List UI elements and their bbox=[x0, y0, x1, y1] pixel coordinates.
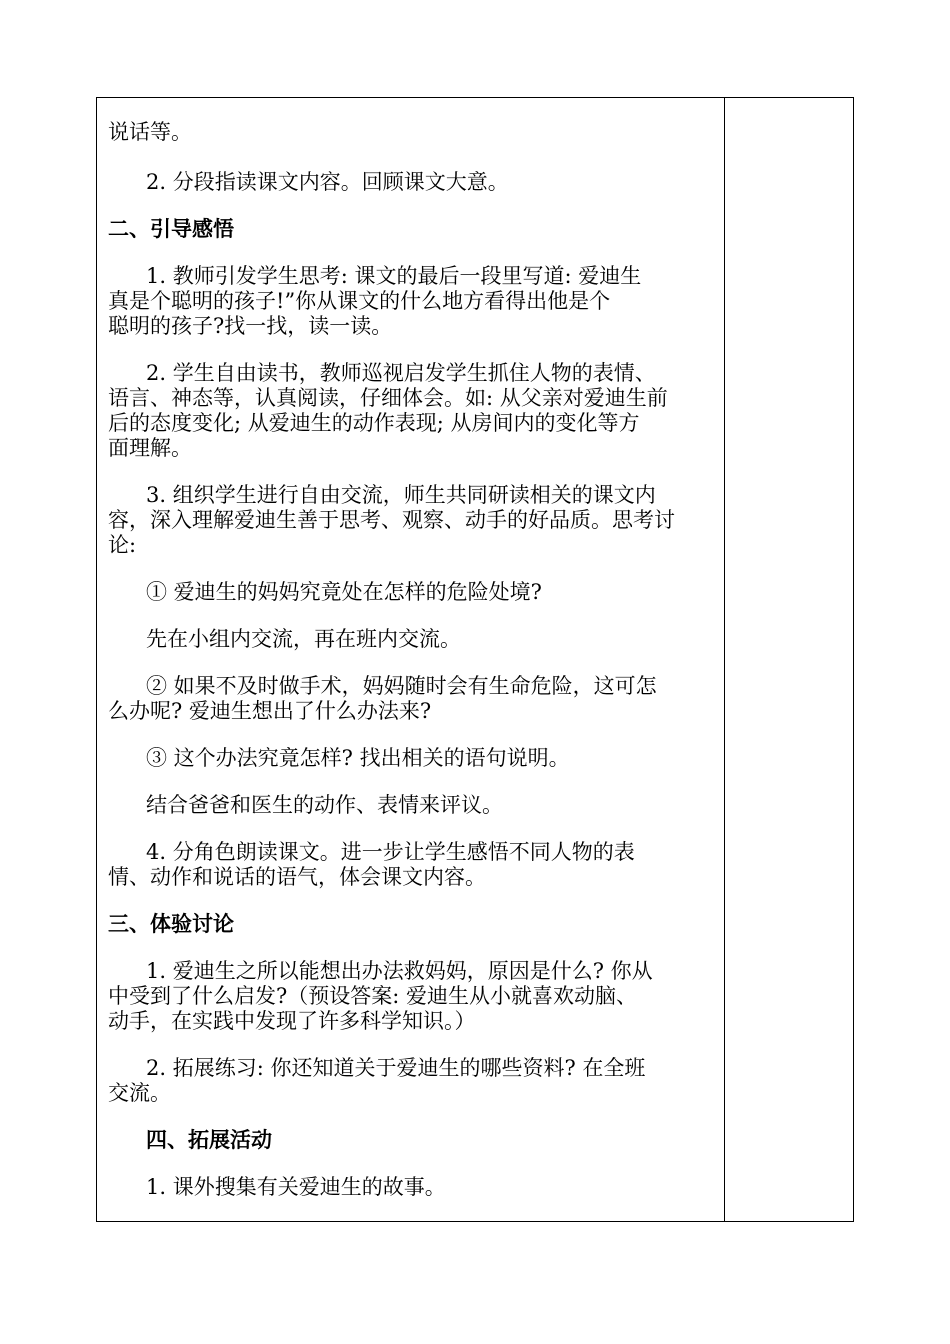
text-line: 中受到了什么启发?（预设答案: 爱迪生从小就喜欢动脑、 bbox=[108, 984, 638, 1008]
text-line: 聪明的孩子?找一找，读一读。 bbox=[108, 314, 393, 338]
text-line: 面理解。 bbox=[108, 436, 192, 460]
text-line: 1. 爱迪生之所以能想出办法救妈妈，原因是什么? 你从 bbox=[146, 959, 653, 983]
text-line: 情、动作和说话的语气，体会课文内容。 bbox=[108, 865, 486, 889]
text-line: 2. 学生自由读书，教师巡视启发学生抓住人物的表情、 bbox=[146, 361, 656, 385]
text-line: 1. 教师引发学生思考: 课文的最后一段里写道: 爱迪生 bbox=[146, 264, 642, 288]
lesson-table bbox=[96, 97, 854, 1222]
text-line: 语言、神态等，认真阅读，仔细体会。如: 从父亲对爱迪生前 bbox=[108, 386, 668, 410]
text-line: 容，深入理解爱迪生善于思考、观察、动手的好品质。思考讨 bbox=[108, 508, 675, 532]
section-heading: 二、引导感悟 bbox=[108, 216, 234, 241]
text-line: 交流。 bbox=[108, 1081, 171, 1105]
text-line: 3. 组织学生进行自由交流，师生共同研读相关的课文内 bbox=[146, 483, 656, 507]
text-line: ② 如果不及时做手术，妈妈随时会有生命危险，这可怎 bbox=[146, 674, 657, 698]
text-line: 论: bbox=[108, 533, 137, 557]
text-line: 结合爸爸和医生的动作、表情来评议。 bbox=[146, 793, 503, 817]
text-line: 2. 拓展练习: 你还知道关于爱迪生的哪些资料? 在全班 bbox=[146, 1056, 646, 1080]
text-line: 么办呢? 爱迪生想出了什么办法来? bbox=[108, 699, 432, 723]
column-divider bbox=[724, 98, 725, 1221]
text-line: 4. 分角色朗读课文。进一步让学生感悟不同人物的表 bbox=[146, 840, 635, 864]
text-line: 动手，在实践中发现了许多科学知识。） bbox=[108, 1009, 476, 1033]
text-line: 真是个聪明的孩子!”你从课文的什么地方看得出他是个 bbox=[108, 289, 611, 313]
text-line: 2. 分段指读课文内容。回顾课文大意。 bbox=[146, 170, 509, 194]
text-line: 先在小组内交流，再在班内交流。 bbox=[146, 627, 461, 651]
section-heading: 三、体验讨论 bbox=[108, 911, 234, 936]
section-heading: 四、拓展活动 bbox=[146, 1127, 272, 1152]
text-line: 说话等。 bbox=[108, 120, 192, 144]
text-line: 1. 课外搜集有关爱迪生的故事。 bbox=[146, 1175, 446, 1199]
text-line: ③ 这个办法究竟怎样? 找出相关的语句说明。 bbox=[146, 746, 570, 770]
text-line: ① 爱迪生的妈妈究竟处在怎样的危险处境? bbox=[146, 580, 542, 604]
text-line: 后的态度变化; 从爱迪生的动作表现; 从房间内的变化等方 bbox=[108, 411, 640, 435]
